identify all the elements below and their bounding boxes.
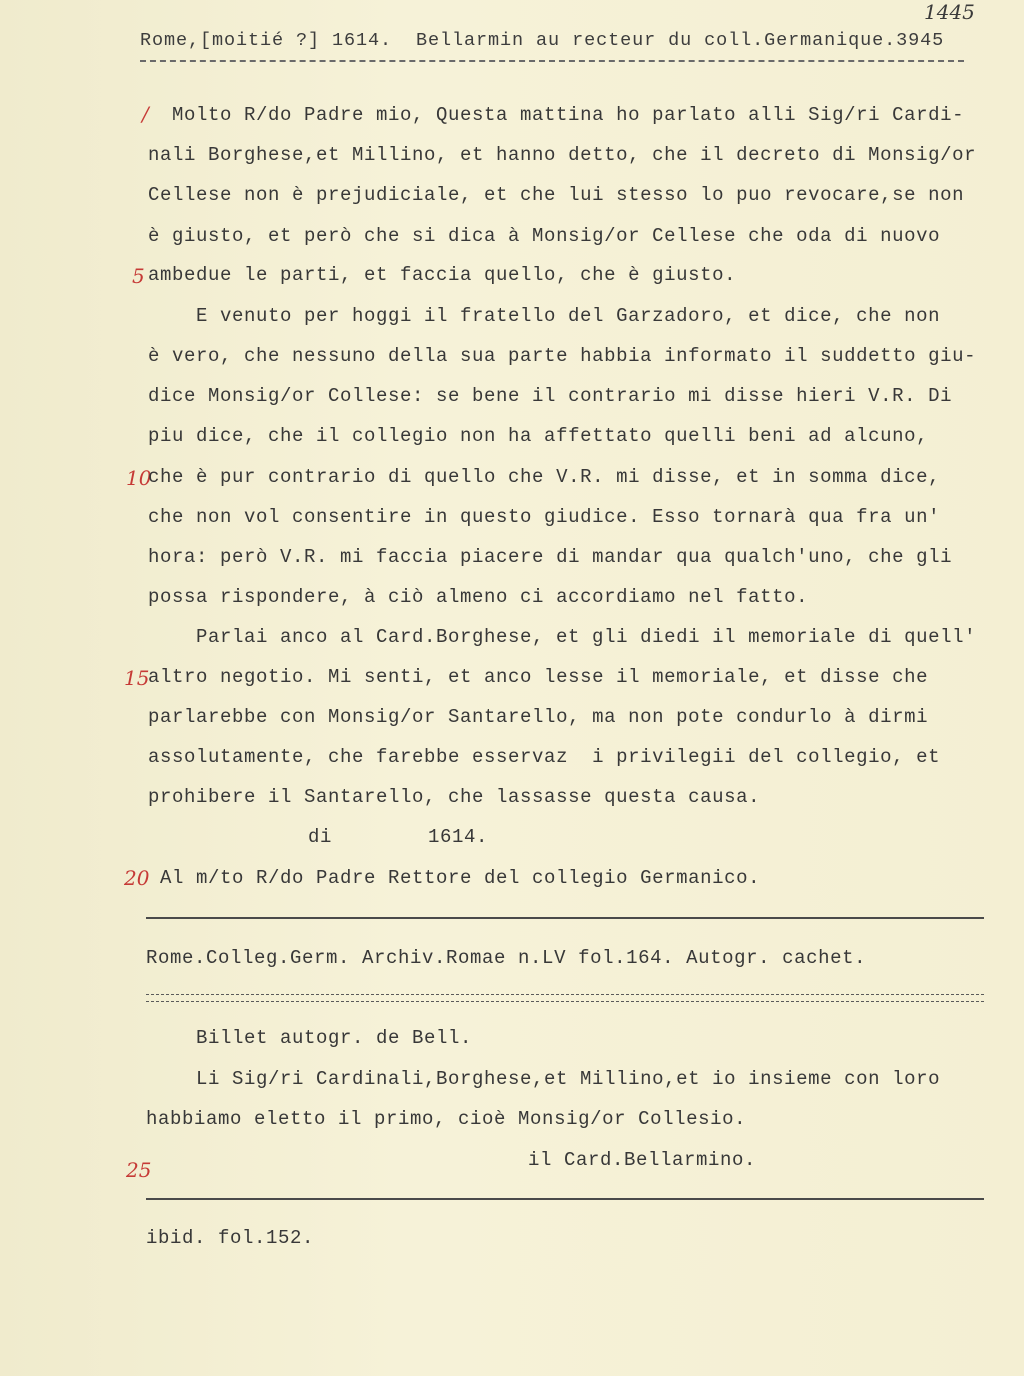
letter-line-4: è giusto, et però che si dica à Monsig/or Cellese che oda di nuovo <box>148 225 941 247</box>
letter-date-line: di 1614. <box>308 826 489 848</box>
document-heading: Rome,[moitié ?] 1614. Bellarmin au recteur du coll.Germanique.3945 <box>140 30 945 51</box>
letter-line-10: che è pur contrario di quello che V.R. mi disse, et in somma dice, <box>148 466 941 488</box>
double-dashed-divider <box>146 994 984 1002</box>
letter-line-13: possa rispondere, à ciò almeno ci accordiamo nel fatto. <box>148 586 809 608</box>
letter-line-6: E venuto per hoggi il fratello del Garzadoro, et dice, che non <box>196 305 941 327</box>
handwritten-page-number: 1445 <box>924 0 975 24</box>
source-citation-2: ibid. fol.152. <box>146 1227 315 1249</box>
margin-mark-15: 15 <box>124 666 150 690</box>
billet-signature: il Card.Bellarmino. <box>528 1149 757 1171</box>
letter-line-1: Molto R/do Padre mio, Questa mattina ho parlato alli Sig/ri Cardi- <box>172 104 965 126</box>
letter-line-15: altro negotio. Mi senti, et anco lesse il memoriale, et disse che <box>148 666 929 688</box>
letter-line-17: assolutamente, che farebbe esservaz i privilegii del collegio, et <box>148 746 941 768</box>
margin-mark-25: 25 <box>126 1158 152 1182</box>
margin-mark-1: / <box>142 102 149 126</box>
letter-line-5: ambedue le parti, et faccia quello, che è giusto. <box>148 264 737 286</box>
margin-mark-5: 5 <box>132 264 145 288</box>
letter-line-11: che non vol consentire in questo giudice. Esso tornarà qua fra un' <box>148 506 941 528</box>
letter-line-7: è vero, che nessuno della sua parte habbia informato il suddetto giu- <box>148 345 977 367</box>
heading-underline <box>140 60 964 62</box>
letter-line-12: hora: però V.R. mi faccia piacere di mandar qua qualch'uno, che gli <box>148 546 953 568</box>
section-divider-1 <box>146 917 984 919</box>
letter-line-2: nali Borghese,et Millino, et hanno detto, che il decreto di Monsig/or <box>148 144 977 166</box>
letter-line-9: piu dice, che il collegio non ha affettato quelli beni ad alcuno, <box>148 425 929 447</box>
billet-heading: Billet autogr. de Bell. <box>196 1027 473 1049</box>
letter-line-14: Parlai anco al Card.Borghese, et gli diedi il memoriale di quell' <box>196 626 977 648</box>
billet-line-1: Li Sig/ri Cardinali,Borghese,et Millino,et io insieme con loro <box>196 1068 941 1090</box>
letter-address-line: Al m/to R/do Padre Rettore del collegio Germanico. <box>160 867 761 889</box>
letter-line-8: dice Monsig/or Collese: se bene il contrario mi disse hieri V.R. Di <box>148 385 953 407</box>
billet-line-2: habbiamo eletto il primo, cioè Monsig/or Collesio. <box>146 1108 747 1130</box>
margin-mark-10: 10 <box>126 466 152 490</box>
letter-line-16: parlarebbe con Monsig/or Santarello, ma non pote condurlo à dirmi <box>148 706 929 728</box>
source-citation-1: Rome.Colleg.Germ. Archiv.Romae n.LV fol.164. Autogr. cachet. <box>146 947 867 969</box>
section-divider-2 <box>146 1198 984 1200</box>
margin-mark-20: 20 <box>124 866 150 890</box>
letter-line-3: Cellese non è prejudiciale, et che lui stesso lo puo revocare,se non <box>148 184 965 206</box>
letter-line-18: prohibere il Santarello, che lassasse questa causa. <box>148 786 761 808</box>
